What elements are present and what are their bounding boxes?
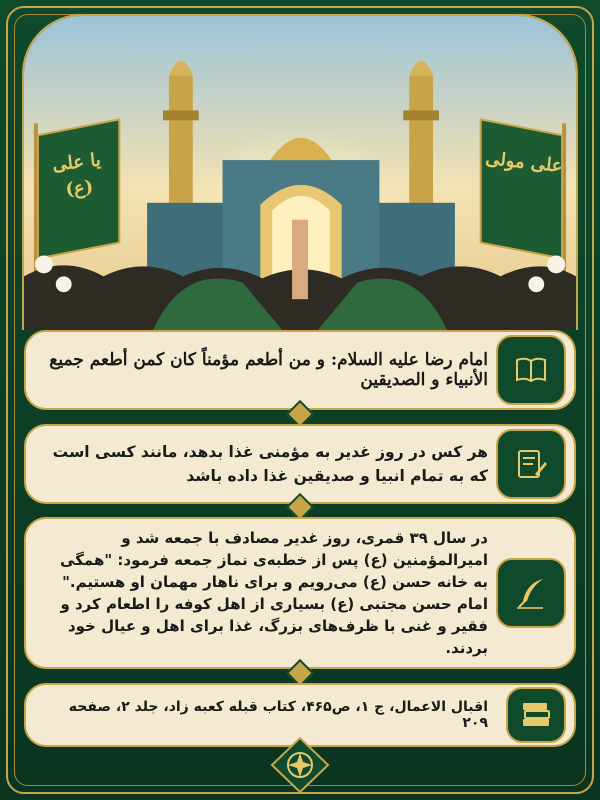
- hadith-card: [24, 330, 576, 410]
- note-badge: [496, 429, 566, 499]
- hadith-text: امام رضا علیه السلام: و من أطعم مؤمناً كان كمن أطعم جمیع الأنبیاء و الصدیقین: [49, 350, 488, 390]
- quill-icon: [513, 575, 549, 611]
- story-text: در سال ۳۹ قمری، روز غدیر مصادف با جمعه شد و امیرالمؤمنین (ع) پس از خطبه‌ی نماز جمعه فرمود: "همگی به خانه حسن (ع) می‌رویم و برای ناهار مهمان او هستیم." امام حسن مجتبی (ع) بسیاری از اهل کوفه را اطعام کرد و فقیر و غنی با ظرف‌های بزرگ، غذا برای اهل و عیال خود بردند.: [60, 529, 488, 657]
- banner-left-text: یا علی (ع): [51, 149, 102, 201]
- books-badge: [506, 687, 566, 743]
- story-card: [24, 517, 576, 669]
- books-stack-icon: [518, 697, 554, 733]
- note-pencil-icon: [513, 446, 549, 482]
- book-icon: [513, 352, 549, 388]
- quill-badge: [496, 558, 566, 628]
- source-text: اقبال الاعمال، ج ۱، ص۴۶۵، کتاب قبله کعبه زاد، جلد ۲، صفحه ۲۰۹: [68, 699, 488, 731]
- book-badge: [496, 335, 566, 405]
- bottom-medallion: [268, 736, 332, 794]
- banner-right-text: علی مولی: [484, 148, 564, 177]
- translation-text: هر کس در روز غدیر به مؤمنی غذا بدهد، مانند کسی است که به تمام انبیا و صدیقین غذا داده باشد: [52, 443, 488, 485]
